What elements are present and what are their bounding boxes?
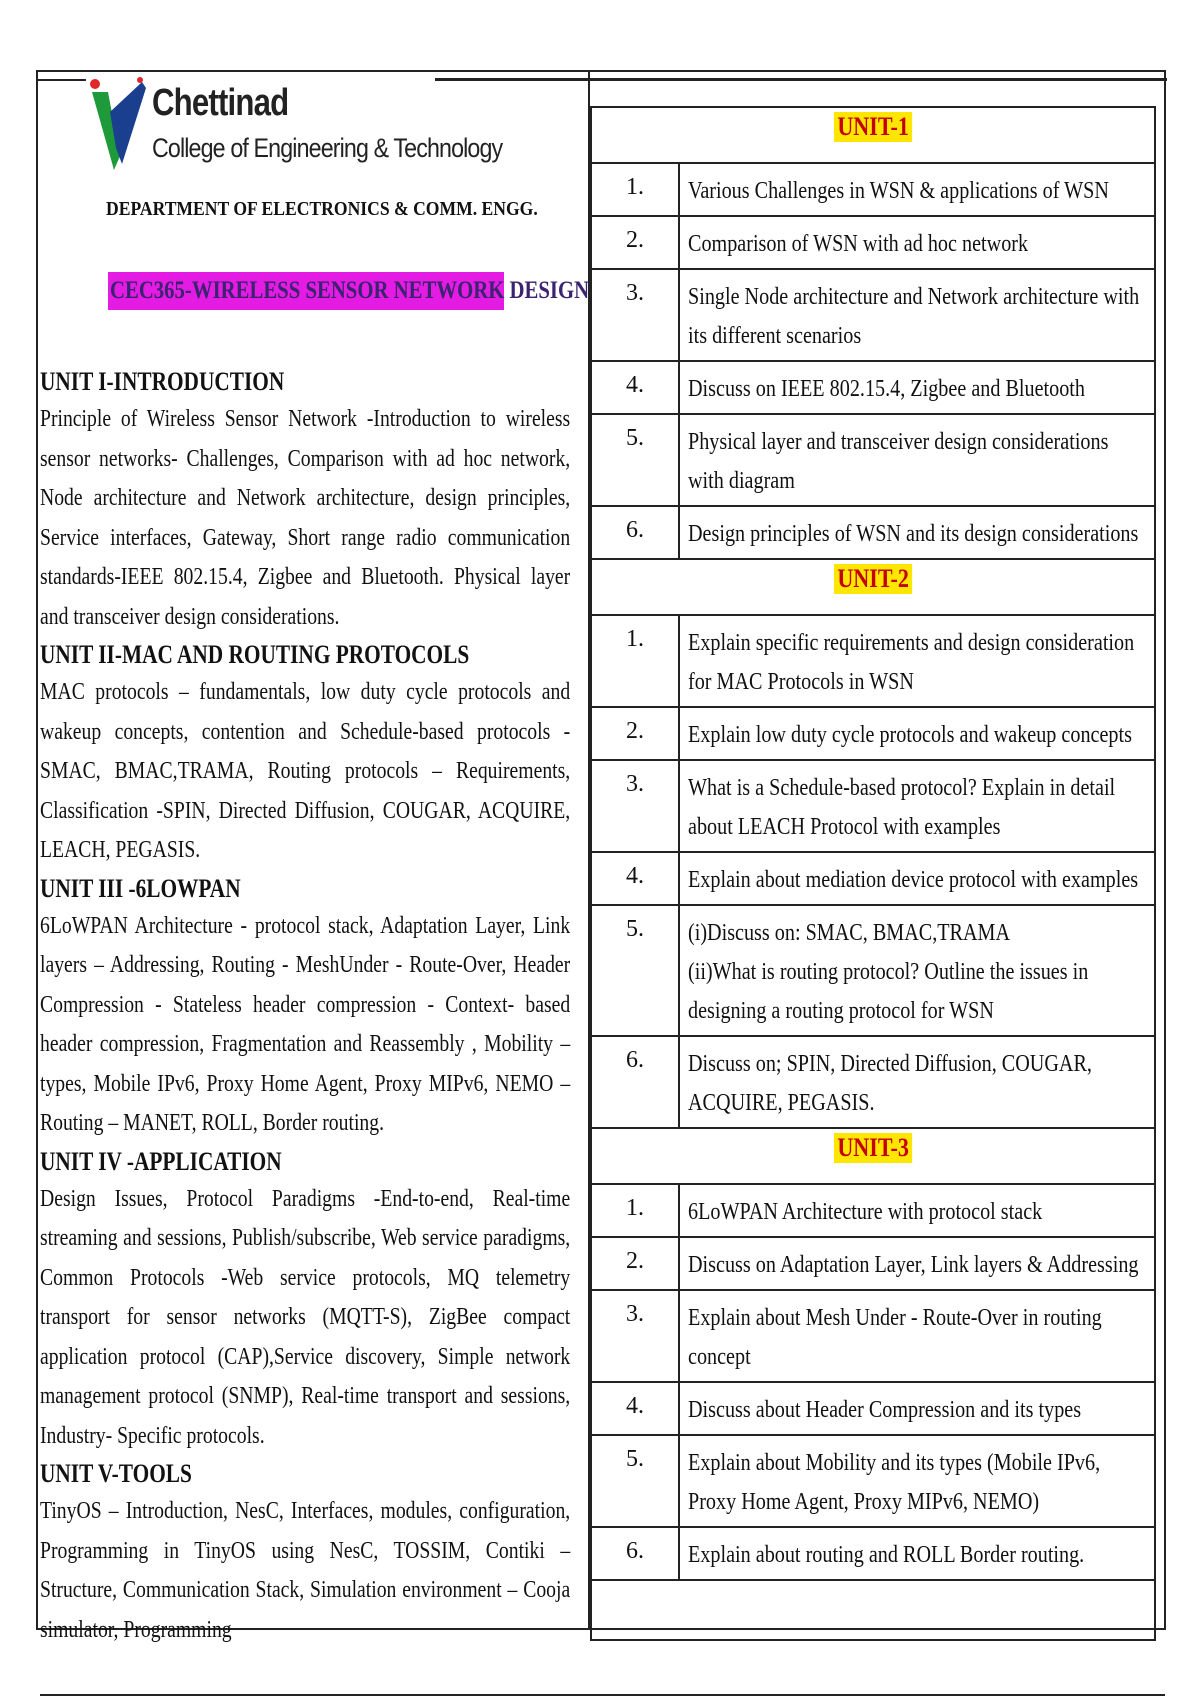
question-text: What is a Schedule-based protocol? Explain in detail about LEACH Protocol with examples — [679, 760, 1155, 852]
question-row — [591, 216, 1155, 269]
syllabus-unit-body: Design Issues, Protocol Paradigms -End-to-end, Real-time streaming and sessions, Publish/subscribe, Web service paradigms, Common Protocols -Web service protocols, MQ telemetry transport for sensor networks (MQTT-S), ZigBee compact application protocol (CAP),Service discovery, Simple network management protocol (SNMP), Real-time transport and sessions, Industry- Specific protocols. — [40, 1185, 571, 1449]
question-number: 1. — [591, 615, 679, 707]
question-number: 1. — [591, 1184, 679, 1237]
question-text: Explain low duty cycle protocols and wakeup concepts — [679, 707, 1155, 760]
department-name: DEPARTMENT OF ELECTRONICS & COMM. ENGG. — [106, 198, 538, 220]
question-row — [591, 269, 1155, 361]
logo-brand-text: Chettinad — [152, 82, 289, 124]
question-row — [591, 1382, 1155, 1435]
question-number: 6. — [591, 1036, 679, 1128]
college-logo-icon — [86, 78, 150, 182]
question-row — [591, 414, 1155, 506]
question-text: Explain specific requirements and design consideration for MAC Protocols in WSN — [679, 615, 1155, 707]
question-text: Discuss about Header Compression and its types — [679, 1382, 1155, 1435]
unit-label: UNIT-3 — [834, 1133, 912, 1163]
footer-rule — [40, 1694, 1165, 1696]
question-number: 6. — [591, 1527, 679, 1580]
question-bank-table — [590, 106, 1156, 1641]
syllabus-unit-body: Principle of Wireless Sensor Network -Introduction to wireless sensor networks- Challenges, Comparison with ad hoc network, Node architecture and Network architecture, design principles, Service interfaces, Gateway, Short range radio communication standards-IEEE 802.15.4, Zigbee and Bluetooth. Physical layer and transceiver design considerations. — [40, 406, 571, 630]
question-number: 5. — [591, 414, 679, 506]
unit-header-row — [591, 107, 1155, 163]
syllabus-unit-body: TinyOS – Introduction, NesC, Interfaces, modules, configuration, Programming in TinyOS using NesC, TOSSIM, Contiki – Structure, Communication Stack, Simulation environment – Cooja simulator, Programming — [40, 1498, 571, 1643]
question-text: Explain about mediation device protocol with examples — [679, 852, 1155, 905]
question-row — [591, 163, 1155, 216]
question-text: Discuss on IEEE 802.15.4, Zigbee and Bluetooth — [679, 361, 1155, 414]
question-text: Single Node architecture and Network architecture with its different scenarios — [679, 269, 1155, 361]
college-logo — [86, 78, 503, 182]
question-number: 2. — [591, 707, 679, 760]
syllabus-unit-title: UNIT V-TOOLS — [40, 1459, 192, 1488]
blank-row — [591, 1580, 1155, 1640]
syllabus-unit-body: 6LoWPAN Architecture - protocol stack, Adaptation Layer, Link layers – Addressing, Routing - MeshUnder - Route-Over, Header Compression - Stateless header compression - Context- based header compression, Fragmentation and Reassembly , Mobility – types, Mobile IPv6, Proxy Home Agent, Proxy MIPv6, NEMO –Routing – MANET, ROLL, Border routing. — [40, 912, 571, 1136]
question-row — [591, 506, 1155, 559]
header-rule-left — [36, 79, 86, 81]
question-text: Explain about Mesh Under - Route-Over in routing concept — [679, 1290, 1155, 1382]
question-text: Design principles of WSN and its design considerations — [679, 506, 1155, 559]
header-rule — [435, 78, 1167, 81]
question-row — [591, 707, 1155, 760]
question-text: Various Challenges in WSN & applications of WSN — [679, 163, 1155, 216]
syllabus-unit-title: UNIT II-MAC AND ROUTING PROTOCOLS — [40, 640, 470, 669]
question-number: 4. — [591, 1382, 679, 1435]
unit-label: UNIT-1 — [834, 112, 912, 142]
question-text: Explain about Mobility and its types (Mobile IPv6, Proxy Home Agent, Proxy MIPv6, NEMO) — [679, 1435, 1155, 1527]
question-text: Physical layer and transceiver design considerations with diagram — [679, 414, 1155, 506]
question-number: 4. — [591, 852, 679, 905]
question-row — [591, 760, 1155, 852]
question-number: 2. — [591, 1237, 679, 1290]
question-row — [591, 1237, 1155, 1290]
question-number: 4. — [591, 361, 679, 414]
question-row — [591, 1184, 1155, 1237]
question-number: 5. — [591, 1435, 679, 1527]
question-row — [591, 1290, 1155, 1382]
question-row — [591, 1435, 1155, 1527]
question-text: (i)Discuss on: SMAC, BMAC,TRAMA (ii)What is routing protocol? Outline the issues in designing a routing protocol for WSN — [679, 905, 1155, 1036]
question-text: Comparison of WSN with ad hoc network — [679, 216, 1155, 269]
question-row — [591, 905, 1155, 1036]
question-text: Discuss on Adaptation Layer, Link layers & Addressing — [679, 1237, 1155, 1290]
question-row — [591, 1527, 1155, 1580]
syllabus — [40, 364, 570, 1650]
question-number: 3. — [591, 269, 679, 361]
course-title — [108, 272, 590, 310]
question-number: 1. — [591, 163, 679, 216]
unit-header-row — [591, 1128, 1155, 1184]
question-row — [591, 615, 1155, 707]
question-number: 3. — [591, 760, 679, 852]
question-number: 3. — [591, 1290, 679, 1382]
unit-header-row — [591, 559, 1155, 615]
question-row — [591, 361, 1155, 414]
question-text: 6LoWPAN Architecture with protocol stack — [679, 1184, 1155, 1237]
syllabus-unit-title: UNIT III -6LOWPAN — [40, 873, 241, 903]
logo-college-name: College of Engineering & Technology — [152, 133, 503, 163]
question-row — [591, 852, 1155, 905]
syllabus-unit-title: UNIT I-INTRODUCTION — [40, 367, 285, 396]
question-number: 5. — [591, 905, 679, 1036]
unit-label: UNIT-2 — [834, 564, 912, 594]
question-text: Discuss on; SPIN, Directed Diffusion, COUGAR, ACQUIRE, PEGASIS. — [679, 1036, 1155, 1128]
question-number: 2. — [591, 216, 679, 269]
course-title-text: CEC365-WIRELESS SENSOR NETWORK DESIGN — [110, 277, 590, 304]
question-number: 6. — [591, 506, 679, 559]
question-row — [591, 1036, 1155, 1128]
question-text: Explain about routing and ROLL Border routing. — [679, 1527, 1155, 1580]
syllabus-unit-title: UNIT IV -APPLICATION — [40, 1146, 282, 1176]
syllabus-unit-body: MAC protocols – fundamentals, low duty cycle protocols and wakeup concepts, contention and Schedule-based protocols - SMAC, BMAC,TRAMA, Routing protocols – Requirements, Classification -SPIN, Directed Diffusion, COUGAR, ACQUIRE, LEACH, PEGASIS. — [40, 679, 571, 863]
